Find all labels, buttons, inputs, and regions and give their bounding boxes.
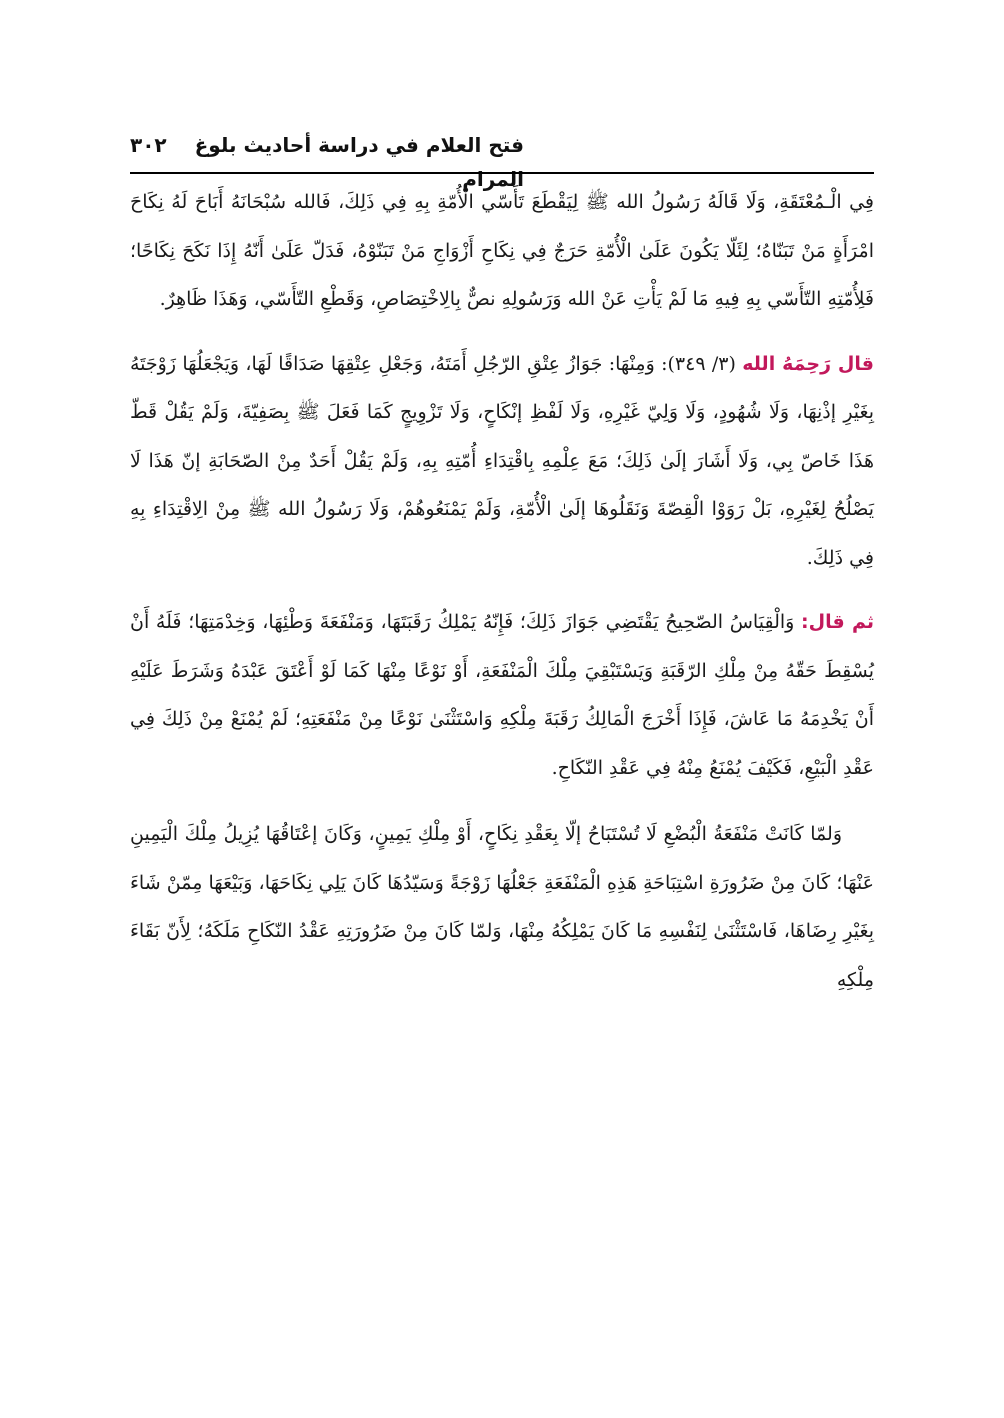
book-title: فتح العلام في دراسة أحاديث بلوغ المرام — [194, 133, 524, 191]
paragraph-4 — [130, 810, 874, 1004]
body-text — [130, 178, 874, 1004]
paragraph-text: وَالْقِيَاسُ الصّحِيحُ يَقْتَضِي جَوَازَ ذَلِكَ؛ فَإِنّهُ يَمْلِكُ رَقَبَتَهَا، وَمَنْفَعَةَ وَطْئِهَا، وَخِدْمَتِهَا؛ فَلَهُ أَنْ يُسْقِطَ حَقّهُ مِنْ مِلْكِ الرّقَبَةِ وَيَسْتَبْقِيَ مِلْكَ الْمَنْفَعَةِ، أَوْ نَوْعًا مِنْهَا كَمَا لَوْ أَعْتَقَ عَبْدَهُ وَشَرَطَ عَلَيْهِ أَنْ يَخْدِمَهُ مَا عَاشَ، فَإِذَا أَخْرَجَ الْمَالِكُ رَقَبَةَ مِلْكِهِ وَاسْتَثْنَىٰ نَوْعًا مِنْ مَنْفَعَتِهِ؛ لَمْ يُمْنَعْ مِنْ ذَلِكَ فِي عَقْدِ الْبَيْعِ، فَكَيْفَ يُمْنَعُ مِنْهُ فِي عَقْدِ النّكَاحِ. — [130, 611, 874, 779]
speaker-label: ثم قال: — [801, 611, 874, 633]
paragraph-3 — [130, 598, 874, 792]
paragraph-2 — [130, 340, 874, 583]
page-header — [130, 128, 874, 191]
paragraph-text: وَلمّا كَانَتْ مَنْفَعَةُ الْبُضْعِ لَا تُسْتَبَاحُ إلّا بِعَقْدِ نِكَاحٍ، أَوْ مِلْكِ يَمِينٍ، وَكَانَ إعْتَاقُهَا يُزِيلُ مِلْكَ الْيَمِينِ عَنْهَا؛ كَانَ مِنْ ضَرُورَةِ اسْتِبَاحَةِ هَذِهِ الْمَنْفَعَةِ جَعْلُهَا زَوْجَةً وَسَيّدُهَا كَانَ يَلِي نِكَاحَهَا، وَبَيْعَهَا مِمّنْ شَاءَ بِغَيْرِ رِضَاهَا، فَاسْتَثْنَىٰ لِنَفْسِهِ مَا كَانَ يَمْلِكُهُ مِنْهَا، وَلمّا كَانَ مِنْ ضَرُورَتِهِ عَقْدُ النّكَاحِ مَلَكَهُ؛ لِأَنّ بَقَاءَ مِلْكِهِ — [130, 823, 874, 991]
paragraph-text: (٣/ ٣٤٩): وَمِنْهَا: جَوَازُ عِتْقِ الرّجُلِ أَمَتَهُ، وَجَعْلِ عِتْقِهَا صَدَاقًا لَهَا، وَيَجْعَلُهَا زَوْجَتَهُ بِغَيْرِ إذْنِهَا، وَلَا شُهُودٍ، وَلَا وَلِيّ غَيْرِهِ، وَلَا لَفْظِ إنْكَاحٍ، وَلَا تَزْوِيجٍ كَمَا فَعَلَ ﷺ بِصَفِيّةَ، وَلَمْ يَقُلْ قَطّ هَذَا خَاصّ بِي، وَلَا أَشَارَ إلَىٰ ذَلِكَ؛ مَعَ عِلْمِهِ بِاقْتِدَاءِ أُمّتِهِ بِهِ، وَلَمْ يَقُلْ أَحَدٌ مِنْ الصّحَابَةِ إنّ هَذَا لَا يَصْلُحُ لِغَيْرِهِ، بَلْ رَوَوْا الْقِصّةَ وَنَقَلُوهَا إلَىٰ الْأُمّةِ، وَلَمْ يَمْنَعُوهُمْ، وَلَا رَسُولُ الله ﷺ مِنْ الِاقْتِدَاءِ بِهِ فِي ذَلِكَ. — [130, 352, 874, 569]
header-divider — [130, 172, 874, 174]
paragraph-1 — [130, 178, 874, 324]
speaker-label: قال رَحِمَهُ الله — [742, 352, 874, 375]
paragraph-text: فِي الْـمُعْتَقَةِ، وَلَا قَالَهُ رَسُولُ الله ﷺ لِيَقْطَعَ تَأَسّي الْأُمّةِ بِهِ فِي ذَلِكَ، فَالله سُبْحَانَهُ أَبَاحَ لَهُ نِكَاحَ امْرَأَةٍ مَنْ تَبَنّاهُ؛ لِئَلّا يَكُونَ عَلَىٰ الْأُمّةِ حَرَجٌ فِي نِكَاحِ أَزْوَاجِ مَنْ تَبَنّوْهُ، فَدَلّ عَلَىٰ أَنّهُ إِذَا نَكَحَ نِكَاحًا؛ فَلِأُمّتِهِ التّأَسّي بِهِ فِيهِ مَا لَمْ يَأْتِ عَنْ الله وَرَسُولِهِ نصٌّ بِالِاخْتِصَاصِ، وَقَطْعِ التّأَسّي، وَهَذَا ظَاهِرٌ. — [130, 191, 874, 310]
page-number: ٣٠٢ — [130, 133, 167, 157]
